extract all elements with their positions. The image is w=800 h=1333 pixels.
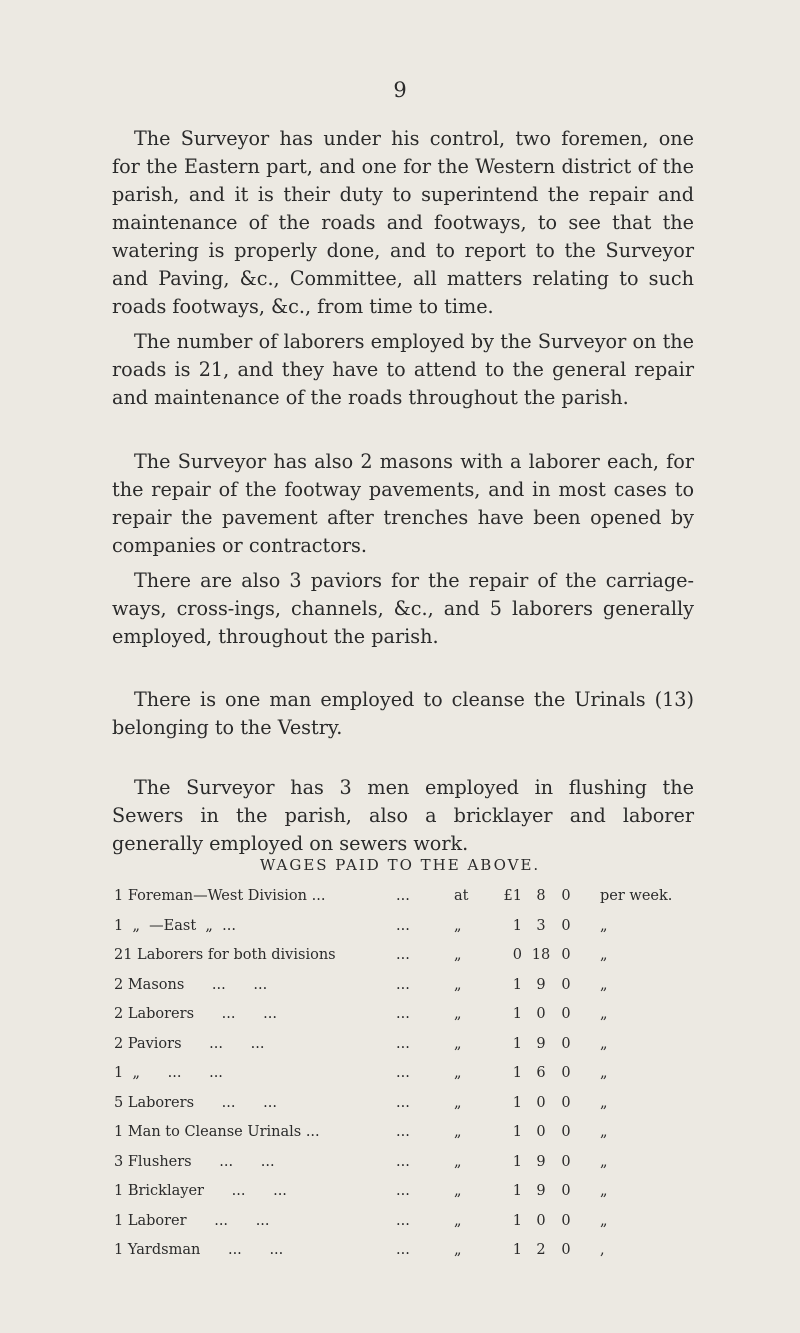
pounds-value: 1 bbox=[512, 1006, 522, 1022]
pounds-value: 1 bbox=[512, 1124, 522, 1140]
period-label: „ bbox=[600, 1006, 608, 1022]
leader-dots: ... bbox=[396, 1035, 410, 1052]
pounds-value: 1 bbox=[512, 1153, 522, 1170]
shillings-value: 18 bbox=[531, 947, 551, 963]
wage-description: 1 Laborer ... ... bbox=[114, 1212, 270, 1229]
period-label: „ bbox=[600, 1153, 608, 1170]
wage-description: 2 Laborers ... ... bbox=[114, 1006, 277, 1022]
rate-prefix: „ bbox=[454, 1212, 462, 1229]
pence-value: 0 bbox=[561, 1242, 571, 1258]
rate-prefix: „ bbox=[454, 1153, 462, 1170]
leader-dots: ... bbox=[396, 1065, 410, 1081]
table-row bbox=[0, 1183, 800, 1213]
rate-prefix: „ bbox=[454, 1124, 462, 1140]
pence-value: 0 bbox=[561, 1212, 571, 1229]
pence-value: 0 bbox=[561, 1153, 571, 1170]
paragraph-sewers: The Surveyor has 3 men employed in flushing the Sewers in the parish, also a bricklayer and laborer generally employed on sewers work. bbox=[112, 776, 694, 855]
leader-dots: ... bbox=[396, 1006, 410, 1022]
wage-description: 1 Foreman—West Division ... bbox=[114, 888, 326, 904]
leader-dots: ... bbox=[396, 1183, 410, 1199]
pounds-value: 1 bbox=[512, 917, 522, 934]
table-row bbox=[0, 888, 800, 918]
shillings-value: 9 bbox=[536, 1183, 546, 1199]
leader-dots: ... bbox=[396, 1242, 410, 1258]
rate-prefix: at bbox=[454, 888, 469, 904]
wage-description: 2 Paviors ... ... bbox=[114, 1035, 265, 1052]
rate-prefix: „ bbox=[454, 1006, 462, 1022]
wage-description: 1 „ —East „ ... bbox=[114, 917, 236, 934]
period-label: „ bbox=[600, 976, 608, 993]
pounds-value: 1 bbox=[512, 1065, 522, 1081]
rate-prefix: „ bbox=[454, 976, 462, 993]
table-row bbox=[0, 1036, 800, 1066]
pence-value: 0 bbox=[561, 1094, 571, 1111]
period-label: „ bbox=[600, 1065, 608, 1081]
pounds-value: 1 bbox=[512, 1035, 522, 1052]
shillings-value: 9 bbox=[536, 1035, 546, 1052]
pence-value: 0 bbox=[561, 1035, 571, 1052]
pounds-value: 1 bbox=[512, 1183, 522, 1199]
leader-dots: ... bbox=[396, 976, 410, 993]
leader-dots: ... bbox=[396, 917, 410, 934]
paragraph-road-laborers: The number of laborers employed by the Surveyor on the roads is 21, and they have to attend to the general repair and maintenance of the roads throughout the parish. bbox=[112, 330, 694, 409]
shillings-value: 9 bbox=[536, 976, 546, 993]
paragraph-foremen: The Surveyor has under his control, two foremen, one for the Eastern part, and one for the Western district of the parish, and it is their duty to superintend the repair and maintenance of the roads and footways, to see that the watering is properly done, and to report to the Surveyor and Paving, &c., Committee, all matters relating to such roads footways, &c., from time to time. bbox=[112, 127, 694, 318]
rate-prefix: „ bbox=[454, 1094, 462, 1111]
period-label: „ bbox=[600, 1124, 608, 1140]
pounds-value: 0 bbox=[512, 947, 522, 963]
rate-prefix: „ bbox=[454, 1242, 462, 1258]
leader-dots: ... bbox=[396, 1124, 410, 1140]
period-label: per week. bbox=[600, 888, 673, 904]
shillings-value: 6 bbox=[536, 1065, 546, 1081]
pounds-value: 1 bbox=[512, 1242, 522, 1258]
table-row bbox=[0, 977, 800, 1007]
shillings-value: 9 bbox=[536, 1153, 546, 1170]
leader-dots: ... bbox=[396, 1094, 410, 1111]
table-row bbox=[0, 1154, 800, 1184]
table-row bbox=[0, 1213, 800, 1243]
shillings-value: 8 bbox=[536, 888, 546, 904]
leader-dots: ... bbox=[396, 1153, 410, 1170]
pence-value: 0 bbox=[561, 1124, 571, 1140]
table-row bbox=[0, 918, 800, 948]
period-label: „ bbox=[600, 947, 608, 963]
period-label: „ bbox=[600, 1035, 608, 1052]
period-label: „ bbox=[600, 1094, 608, 1111]
wage-description: 21 Laborers for both divisions bbox=[114, 947, 336, 963]
shillings-value: 0 bbox=[536, 1094, 546, 1111]
leader-dots: ... bbox=[396, 1212, 410, 1229]
period-label: „ bbox=[600, 1212, 608, 1229]
shillings-value: 3 bbox=[536, 917, 546, 934]
pounds-value: 1 bbox=[512, 976, 522, 993]
period-label: , bbox=[600, 1242, 605, 1258]
page-number: 9 bbox=[393, 78, 407, 102]
pence-value: 0 bbox=[561, 888, 571, 904]
shillings-value: 0 bbox=[536, 1212, 546, 1229]
shillings-value: 2 bbox=[536, 1242, 546, 1258]
wages-table-title: WAGES PAID TO THE ABOVE. bbox=[259, 856, 541, 874]
paragraph-urinals: There is one man employed to cleanse the Urinals (13) belonging to the Vestry. bbox=[112, 688, 694, 739]
paragraph-masons: The Surveyor has also 2 masons with a laborer each, for the repair of the footway pavements, and in most cases to repair the pavement after trenches have been opened by companies or contractors. bbox=[112, 450, 694, 557]
period-label: „ bbox=[600, 917, 608, 934]
pence-value: 0 bbox=[561, 976, 571, 993]
rate-prefix: „ bbox=[454, 1065, 462, 1081]
wage-description: 1 Yardsman ... ... bbox=[114, 1242, 284, 1258]
table-row bbox=[0, 1095, 800, 1125]
wage-description: 5 Laborers ... ... bbox=[114, 1094, 277, 1111]
table-row bbox=[0, 947, 800, 977]
wage-description: 3 Flushers ... ... bbox=[114, 1153, 275, 1170]
wage-description: 1 Man to Cleanse Urinals ... bbox=[114, 1124, 320, 1140]
rate-prefix: „ bbox=[454, 947, 462, 963]
wage-description: 1 Bricklayer ... ... bbox=[114, 1183, 287, 1199]
pence-value: 0 bbox=[561, 1183, 571, 1199]
rate-prefix: „ bbox=[454, 1035, 462, 1052]
pounds-value: £1 bbox=[503, 888, 522, 904]
pence-value: 0 bbox=[561, 947, 571, 963]
shillings-value: 0 bbox=[536, 1006, 546, 1022]
pounds-value: 1 bbox=[512, 1094, 522, 1111]
table-row bbox=[0, 1006, 800, 1036]
pounds-value: 1 bbox=[512, 1212, 522, 1229]
leader-dots: ... bbox=[396, 947, 410, 963]
rate-prefix: „ bbox=[454, 1183, 462, 1199]
table-row bbox=[0, 1124, 800, 1154]
wage-description: 2 Masons ... ... bbox=[114, 976, 268, 993]
leader-dots: ... bbox=[396, 888, 410, 904]
table-row bbox=[0, 1242, 800, 1272]
shillings-value: 0 bbox=[536, 1124, 546, 1140]
paragraph-paviors: There are also 3 paviors for the repair of the carriage-ways, cross-ings, channels, &c., and 5 laborers generally employed, throughout the parish. bbox=[112, 569, 694, 648]
wages-table bbox=[0, 888, 800, 1272]
pence-value: 0 bbox=[561, 917, 571, 934]
rate-prefix: „ bbox=[454, 917, 462, 934]
wage-description: 1 „ ... ... bbox=[114, 1065, 223, 1081]
pence-value: 0 bbox=[561, 1006, 571, 1022]
table-row bbox=[0, 1065, 800, 1095]
period-label: „ bbox=[600, 1183, 608, 1199]
pence-value: 0 bbox=[561, 1065, 571, 1081]
